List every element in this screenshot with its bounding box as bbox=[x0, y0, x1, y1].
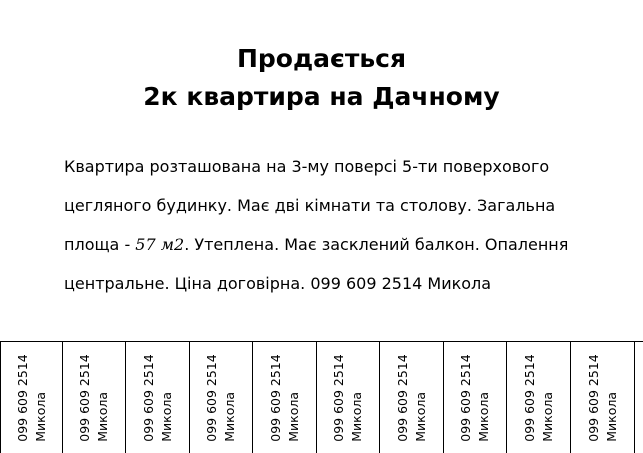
tab-phone: 099 609 2514 bbox=[458, 353, 473, 442]
tab-name: Микола bbox=[603, 391, 619, 442]
tear-off-tab[interactable] bbox=[381, 342, 444, 453]
tear-off-tab[interactable] bbox=[63, 342, 126, 453]
tear-off-tab[interactable] bbox=[444, 342, 507, 453]
tab-name: Микола bbox=[95, 391, 110, 442]
tab-contact bbox=[140, 354, 176, 441]
tab-contact bbox=[14, 354, 50, 441]
tear-off-tab[interactable] bbox=[508, 342, 571, 453]
tab-name: Микола bbox=[286, 391, 301, 442]
tab-contact bbox=[394, 354, 430, 441]
tab-phone: 099 609 2514 bbox=[522, 353, 537, 442]
tab-phone: 099 609 2514 bbox=[585, 353, 601, 442]
tab-phone: 099 609 2514 bbox=[141, 353, 156, 442]
tear-off-strip bbox=[0, 341, 643, 453]
tab-contact bbox=[521, 354, 557, 441]
tab-phone: 099 609 2514 bbox=[77, 353, 92, 442]
title-line-2: 2к квартира на Дачному bbox=[143, 82, 500, 111]
tab-phone: 099 609 2514 bbox=[331, 353, 346, 442]
description-line-2: цегляного будинку. Має дві кімнати та столову. Загальна bbox=[64, 196, 556, 215]
tab-name: Микола bbox=[540, 391, 555, 442]
tear-off-tab[interactable] bbox=[190, 342, 253, 453]
description-area-suffix: . Утеплена. Має засклений балкон. Опалення bbox=[184, 235, 569, 254]
flyer-title bbox=[0, 40, 643, 116]
tear-off-tab[interactable] bbox=[571, 342, 635, 453]
tear-off-tab[interactable] bbox=[317, 342, 380, 453]
description-line-3 bbox=[64, 225, 604, 264]
tab-contact bbox=[267, 354, 303, 441]
tab-phone: 099 609 2514 bbox=[268, 353, 283, 442]
tab-name: Микола bbox=[476, 391, 491, 442]
tab-contact bbox=[330, 354, 366, 441]
tear-off-tab[interactable] bbox=[254, 342, 317, 453]
tab-name: Микола bbox=[349, 391, 364, 442]
tab-contact bbox=[203, 354, 239, 441]
flyer-description bbox=[64, 147, 604, 303]
tear-off-tab[interactable] bbox=[0, 342, 63, 453]
tab-name: Микола bbox=[222, 391, 237, 442]
tab-phone: 099 609 2514 bbox=[14, 353, 30, 442]
description-area-prefix: площа - bbox=[64, 235, 136, 254]
tab-phone: 099 609 2514 bbox=[395, 353, 410, 442]
tab-name: Микола bbox=[413, 391, 428, 442]
description-line-1: Квартира розташована на 3-му поверсі 5-ти поверхового bbox=[64, 157, 550, 176]
tear-off-tab[interactable] bbox=[127, 342, 190, 453]
tab-name: Микола bbox=[32, 391, 48, 442]
tab-contact bbox=[585, 354, 621, 441]
description-area-value: 57 м2 bbox=[135, 235, 185, 254]
tab-name: Микола bbox=[159, 391, 174, 442]
title-line-1: Продається bbox=[236, 44, 407, 73]
tab-contact bbox=[457, 354, 493, 441]
description-line-4: центральне. Ціна договірна. 099 609 2514 Микола bbox=[64, 274, 492, 293]
tab-contact bbox=[76, 354, 112, 441]
tab-phone: 099 609 2514 bbox=[204, 353, 219, 442]
